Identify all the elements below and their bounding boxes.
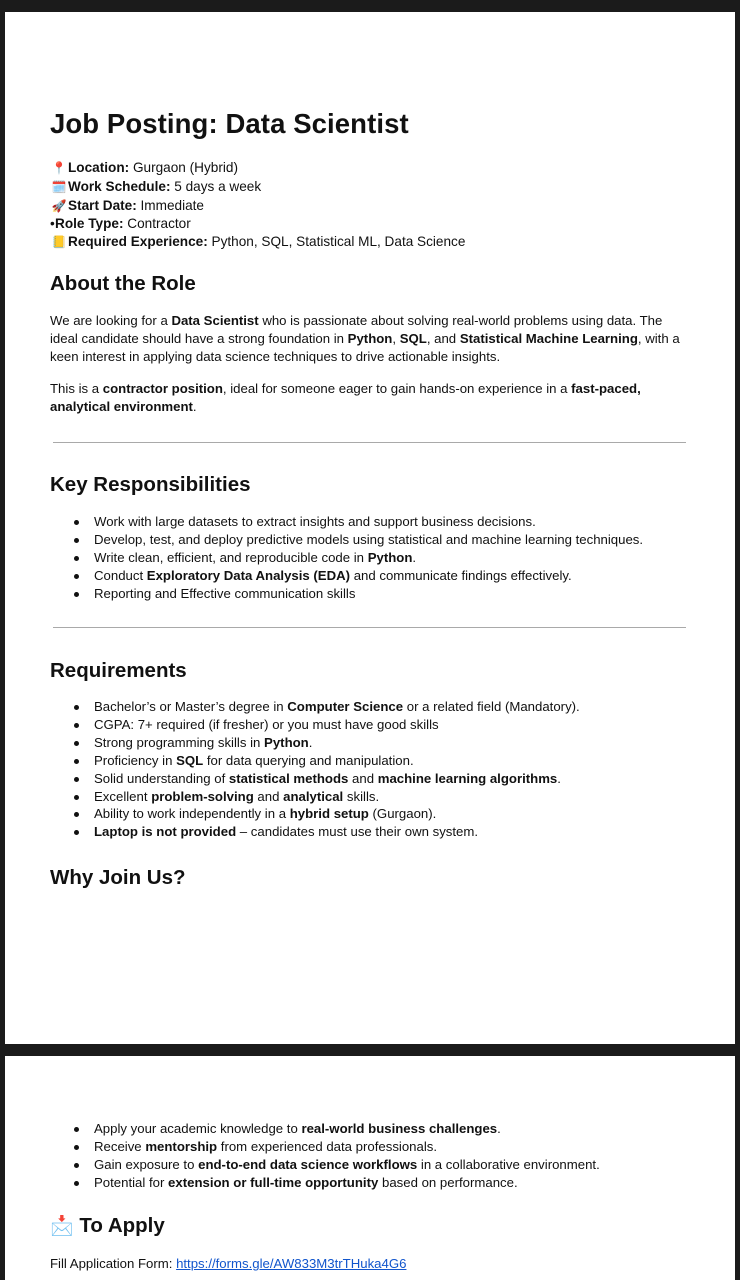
list-item: Develop, test, and deploy predictive models using statistical and machine learning techniques. [50,531,710,549]
list-item: Bachelor’s or Master’s degree in Computer Science or a related field (Mandatory). [50,698,710,716]
requirements-heading: Requirements [50,659,187,682]
document-page-1 [5,12,735,1044]
responsibilities-heading: Key Responsibilities [50,473,251,496]
rocket-icon: 🚀 [51,198,67,213]
list-item: CGPA: 7+ required (if fresher) or you must have good skills [50,716,710,734]
meta-schedule: 🗓️ Work Schedule: 5 days a week [50,178,465,197]
requirements-list [50,698,710,841]
divider [53,442,686,443]
list-item: Gain exposure to end-to-end data science workflows in a collaborative environment. [50,1156,710,1174]
apply-heading: 📩 To Apply [50,1214,165,1237]
application-form-link[interactable]: https://forms.gle/AW833M3trTHuka4G6 [176,1256,407,1271]
list-item: Write clean, efficient, and reproducible code in Python. [50,549,710,567]
meta-experience: 📒 Required Experience: Python, SQL, Statistical ML, Data Science [50,233,465,252]
why-list [50,1120,710,1192]
list-item: Potential for extension or full-time opportunity based on performance. [50,1174,710,1192]
meta-start-date: 🚀 Start Date: Immediate [50,197,465,216]
about-paragraph-2: This is a contractor position, ideal for someone eager to gain hands-on experience in a fast-paced, analytical environment. [50,381,641,414]
list-item: Laptop is not provided – candidates must use their own system. [50,823,710,841]
list-item: Receive mentorship from experienced data professionals. [50,1138,710,1156]
list-item: Work with large datasets to extract insights and support business decisions. [50,513,710,531]
apply-line: Fill Application Form: https://forms.gle/AW833M3trTHuka4G6 [50,1256,407,1271]
divider [53,627,686,628]
list-item: Conduct Exploratory Data Analysis (EDA) and communicate findings effectively. [50,567,710,585]
about-paragraph-1: We are looking for a Data Scientist who is passionate about solving real-world problems using data. The ideal candidate should have a strong foundation in Python, SQL, and Statistical Machine Learning, with a keen interest in applying data science techniques to drive actionable insights. [50,313,680,364]
list-item: Proficiency in SQL for data querying and manipulation. [50,752,710,770]
meta-location: 📍 Location: Gurgaon (Hybrid) [50,159,465,178]
about-heading: About the Role [50,272,196,295]
list-item: Solid understanding of statistical methods and machine learning algorithms. [50,770,710,788]
list-item: Strong programming skills in Python. [50,734,710,752]
page-title: Job Posting: Data Scientist [50,108,409,139]
list-item: Ability to work independently in a hybrid setup (Gurgaon). [50,805,710,823]
meta-role-type: •Role Type: Contractor [50,216,191,232]
job-meta [50,159,465,252]
list-item: Excellent problem-solving and analytical skills. [50,788,710,806]
bullet-icon: • [50,216,55,232]
document-page-2 [5,1056,735,1280]
about-body [50,312,690,416]
notebook-icon: 📒 [51,235,67,250]
responsibilities-list [50,513,710,603]
pin-icon: 📍 [51,161,67,175]
calendar-icon: 🗓️ [51,179,67,194]
why-heading: Why Join Us? [50,866,186,889]
list-item: Reporting and Effective communication skills [50,585,710,603]
list-item: Apply your academic knowledge to real-world business challenges. [50,1120,710,1138]
envelope-icon: 📩 [50,1216,74,1237]
